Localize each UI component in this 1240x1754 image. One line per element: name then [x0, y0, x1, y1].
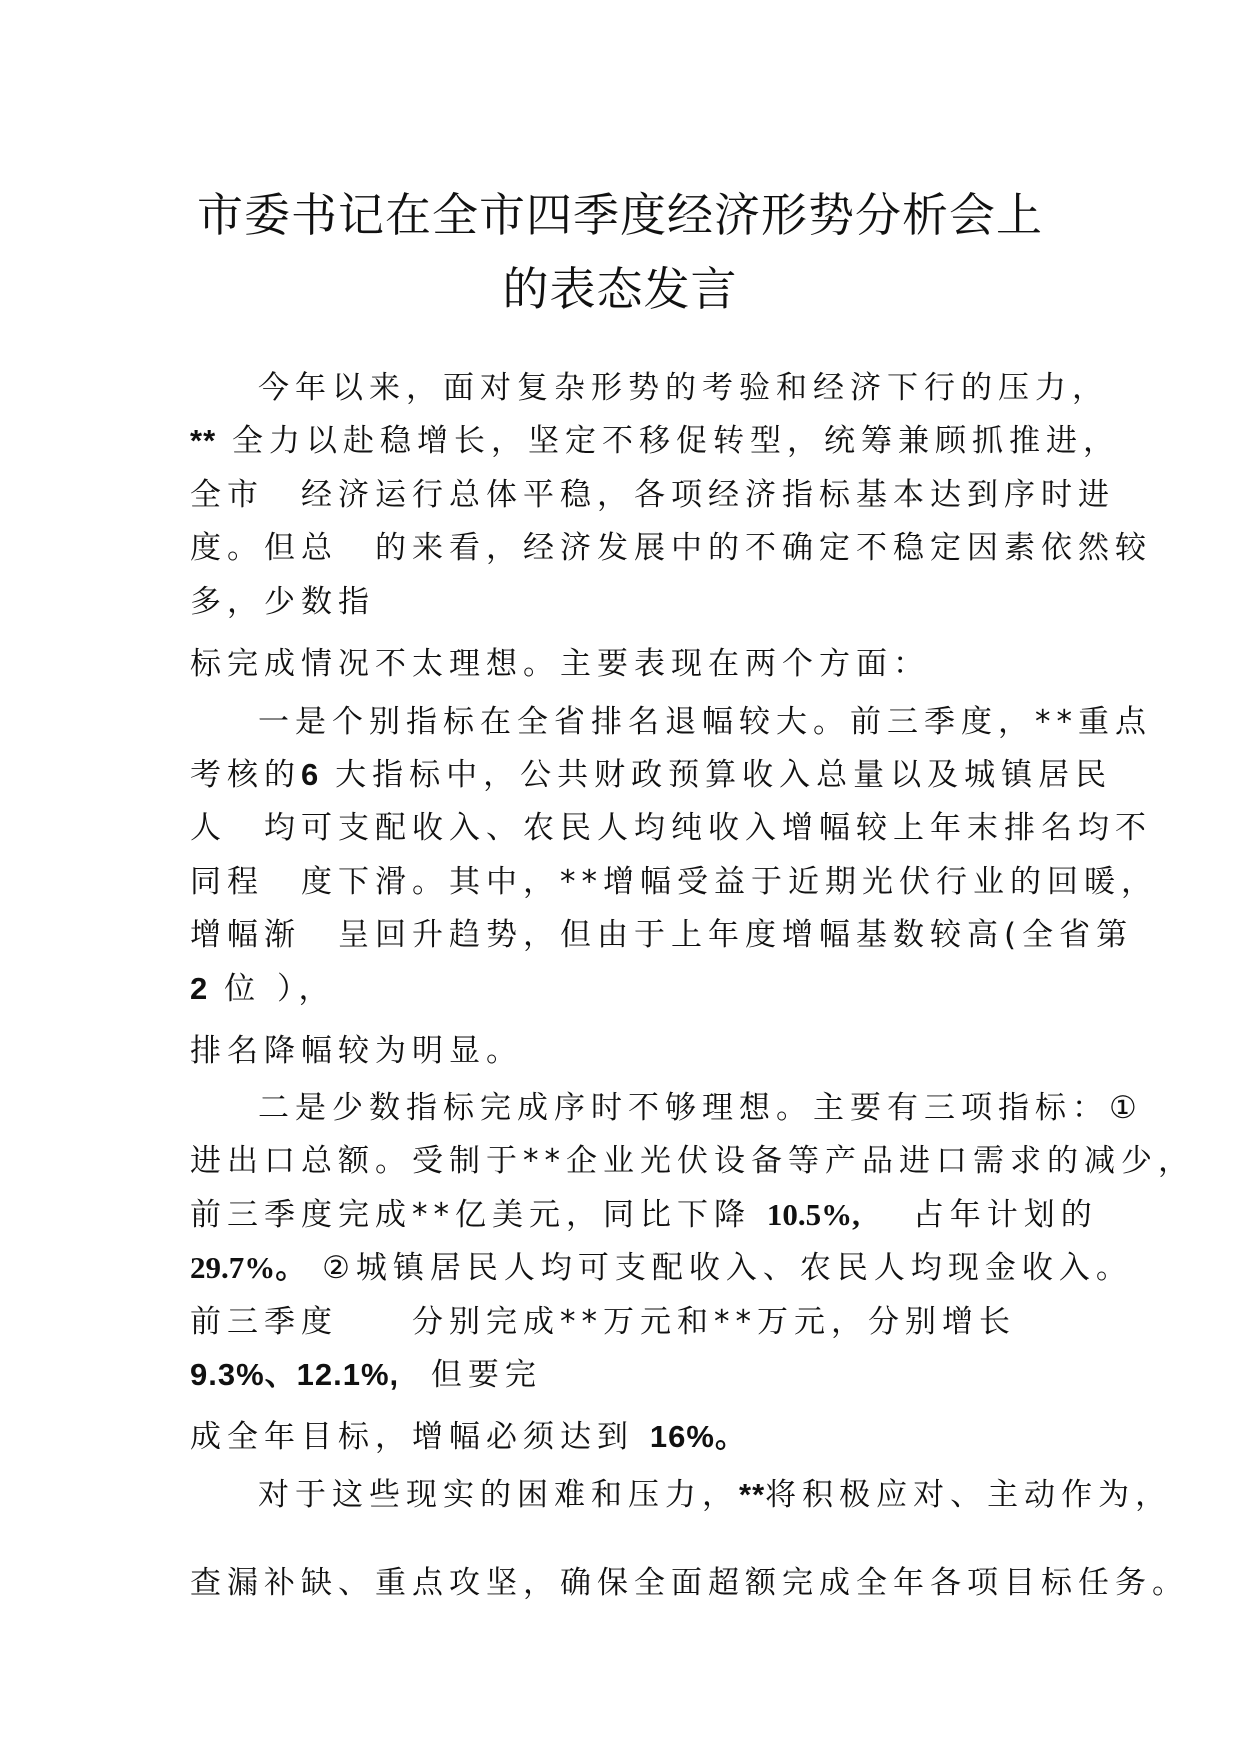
p4-line-2: 查漏补缺、重点攻坚，确保全面超额完成全年各项目标任务。: [190, 1565, 1189, 1601]
p1-line-5: 多，少数指: [190, 584, 375, 620]
p2-six: 6: [301, 757, 320, 792]
p4-line-1: [258, 1475, 1172, 1515]
p3-line-2: 进出口总额。受制于**企业光伏设备等产品进口需求的减少，: [190, 1143, 1195, 1179]
p4-line-1-a: 对于这些现实的困难和压力，: [258, 1477, 739, 1513]
p3-line-7: [190, 1417, 747, 1457]
p2-line-5: 增幅渐 呈回升趋势，但由于上年度增幅基数较高(全省第: [190, 917, 1134, 953]
p3-line-3-c: 占年计划的: [912, 1197, 1098, 1233]
p3-pct-4: 16%。: [649, 1419, 747, 1454]
p3-line-3: [190, 1195, 1098, 1235]
p3-line-6: [190, 1355, 542, 1395]
p3-pct-1: 10.5%,: [766, 1197, 860, 1232]
p2-line-1: 一是个别指标在全省排名退幅较大。前三季度，**重点: [258, 704, 1152, 740]
p2-line-6: [190, 969, 335, 1009]
p3-pct-3: 9.3%、12.1%,: [190, 1357, 400, 1392]
p1-line-2: [190, 421, 1120, 461]
p3-line-1: 二是少数指标完成序时不够理想。主要有三项指标：①: [258, 1090, 1143, 1126]
p2-line-2-a: 考核的: [190, 757, 301, 793]
p2-line-3: 人 均可支配收入、农民人均纯收入增幅较上年末排名均不: [190, 810, 1152, 846]
p1-stars: **: [190, 423, 217, 458]
title-line-2: 的表态发言: [502, 262, 738, 316]
p2-line-2-c: 大指标中，公共财政预算收入总量以及城镇居民: [319, 757, 1113, 793]
p1-line-4: 度。但总 的来看，经济发展中的不确定不稳定因素依然较: [190, 530, 1152, 566]
title-line-1: 市委书记在全市四季度经济形势分析会上: [197, 188, 1043, 242]
p4-stars: **: [739, 1477, 766, 1512]
p2-line-6-b: 位 ），: [208, 971, 336, 1007]
p2-line-2: [190, 755, 1112, 795]
document-title: [150, 178, 1090, 326]
p3-pct-2: 29.7%。: [190, 1250, 307, 1285]
p1-line-6: 标完成情况不太理想。主要表现在两个方面：: [190, 646, 930, 682]
p3-line-6-b: 但要完: [430, 1357, 542, 1393]
p3-line-4-b: ②城镇居民人均可支配收入、农民人均现金收入。: [322, 1250, 1133, 1286]
p3-line-7-a: 成全年目标，增幅必须达到: [190, 1419, 634, 1455]
p2-line-7: 排名降幅较为明显。: [190, 1033, 523, 1069]
p1-line-2-text: 全力以赴稳增长，坚定不移促转型，统筹兼顾抓推进，: [232, 423, 1120, 459]
p3-line-3-a: 前三季度完成**亿美元，同比下降: [190, 1197, 751, 1233]
p1-line-1: 今年以来，面对复杂形势的考验和经济下行的压力，: [258, 370, 1109, 406]
p2-line-4: 同程 度下滑。其中，**增幅受益于近期光伏行业的回暖，: [190, 864, 1158, 900]
p3-line-4: [190, 1248, 1133, 1288]
p4-line-1-c: 将积极应对、主动作为，: [765, 1477, 1173, 1513]
p3-line-5: 前三季度 分别完成**万元和**万元，分别增长: [190, 1304, 1016, 1340]
p2-two: 2: [190, 971, 209, 1006]
p1-line-3: 全市 经济运行总体平稳，各项经济指标基本达到序时进: [190, 477, 1115, 513]
